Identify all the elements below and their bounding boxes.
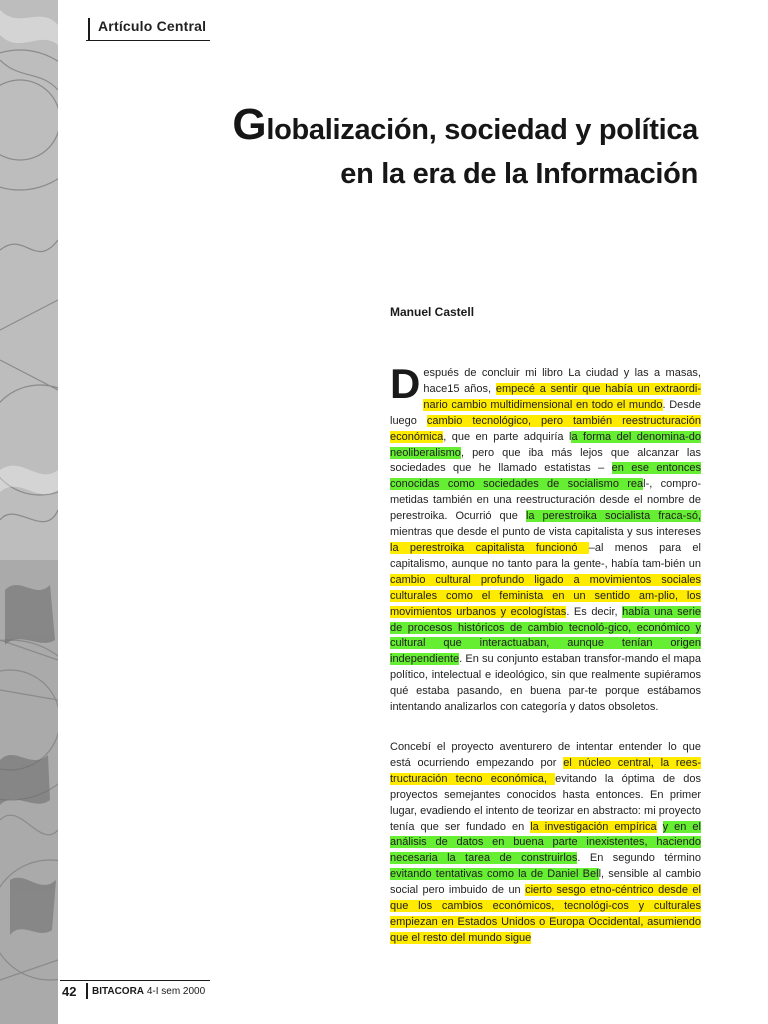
- journal-issue: 4-I sem 2000: [146, 986, 206, 997]
- body-text: . En su conjunto estaban transfor-mando el mapa político, intelectual e ideológico, sin que realmente supiéramos qué estaba pasando, en buena par-te porque estábamos intentando analizarlos con categoría y datos obsoletos.: [390, 653, 701, 714]
- highlight-yellow: empecé a sentir que había un extraordi-nario cambio multidimensional en todo el mundo: [423, 382, 701, 411]
- section-header-bar: [88, 18, 90, 40]
- body-paragraph-1: [390, 360, 702, 716]
- title-line-1: [232, 100, 698, 152]
- body-text: mientras que desde el punto de vista capitalista y sus intereses: [390, 526, 701, 539]
- section-header-rule: [86, 40, 210, 41]
- highlight-yellow: cambio cultural profundo ligado a movimientos sociales culturales como el feminista en un sentido am-plio, los movimientos urbanos y ecologístas: [390, 573, 701, 618]
- highlight-yellow: cierto sesgo etno-céntrico: [525, 884, 654, 897]
- body-text: Concebí el proyecto aventurero de intentar entender lo que está ocurriendo empezando por: [390, 741, 701, 769]
- body-text: espués de concluir mi libro La ciudad y las a masas, hace15 años,: [423, 367, 701, 395]
- map-texture-strip: [0, 0, 58, 1024]
- highlight-yellow: la perestroika capitalista funcionó: [390, 541, 589, 554]
- highlight-green: en ese entonces conocidas como sociedades de socialismo rea: [390, 462, 701, 491]
- body-text: . Es decir,: [566, 605, 623, 618]
- highlight-green: la perestroika socialista fraca-só,: [525, 510, 701, 523]
- highlight-green: había una serie de procesos históricos de cambio tecnoló-gico, económico y cultural que interactuaban, aunque tenían origen independiente: [390, 605, 702, 666]
- body-text: . Desde luego: [390, 398, 701, 427]
- highlight-green: y en el análisis de datos en buena parte inexistentes, haciendo necesaria la tarea de construirlos: [390, 820, 701, 865]
- body-text: evitando la óptima de dos proyectos semejantes conocidos hasta entonces. En primer lugar, evadiendo el intento de teorizar en abstracto: mi proyecto tenía que ser fundado en: [390, 772, 701, 833]
- title-initial: G: [232, 100, 267, 149]
- body-text: , que en parte adquiría l: [443, 430, 572, 443]
- journal-info: [92, 986, 205, 997]
- footer-divider-bar: [86, 983, 88, 999]
- author-name: Manuel Castell: [390, 305, 475, 319]
- highlight-yellow: desde el que los cambios económicos, tecnológi-cos y culturales empiezan en Estados Unidos o Europa Occidental, asumiendo que el resto del mundo sigue: [390, 884, 701, 944]
- body-text: , pero que iba más lejos que alcanzar las sociedades que he llamado estatistas –: [390, 446, 701, 475]
- title-line-2: en la era de la Información: [340, 158, 698, 190]
- body-text: –al menos para el capitalismo, aunque no tanto para la gente-, había tam-bién un: [390, 541, 701, 570]
- body-text: [657, 821, 663, 833]
- highlight-green: evitando tentativas como la de Daniel Bel: [390, 868, 599, 881]
- map-texture-image: [0, 0, 58, 1024]
- page-number: 42: [62, 984, 77, 999]
- highlight-yellow: la investigación empírica: [530, 820, 657, 833]
- body-text: l, sensible al cambio social pero imbuido de un: [390, 868, 701, 897]
- highlight-yellow: cambio tecnológico, pero también reestructuración económica: [390, 414, 701, 443]
- body-text: l-, compro-metidas también en una reestructuración desde el nombre de perestroika. Ocurrió que: [390, 478, 701, 523]
- drop-cap: D: [390, 360, 421, 407]
- highlight-yellow: el núcleo central, la rees-tructuración tecno económica,: [390, 756, 701, 785]
- body-paragraph-2: [390, 740, 701, 947]
- journal-name: BITACORA: [92, 986, 145, 997]
- footer-rule: [60, 980, 210, 981]
- body-text: . En segundo término: [577, 852, 701, 865]
- section-label: Artículo Central: [98, 18, 207, 34]
- highlight-green: a forma del denomina-do neoliberalismo: [390, 430, 701, 459]
- article-title: [232, 100, 698, 196]
- title-line-1-text: lobalización, sociedad y política: [266, 114, 698, 146]
